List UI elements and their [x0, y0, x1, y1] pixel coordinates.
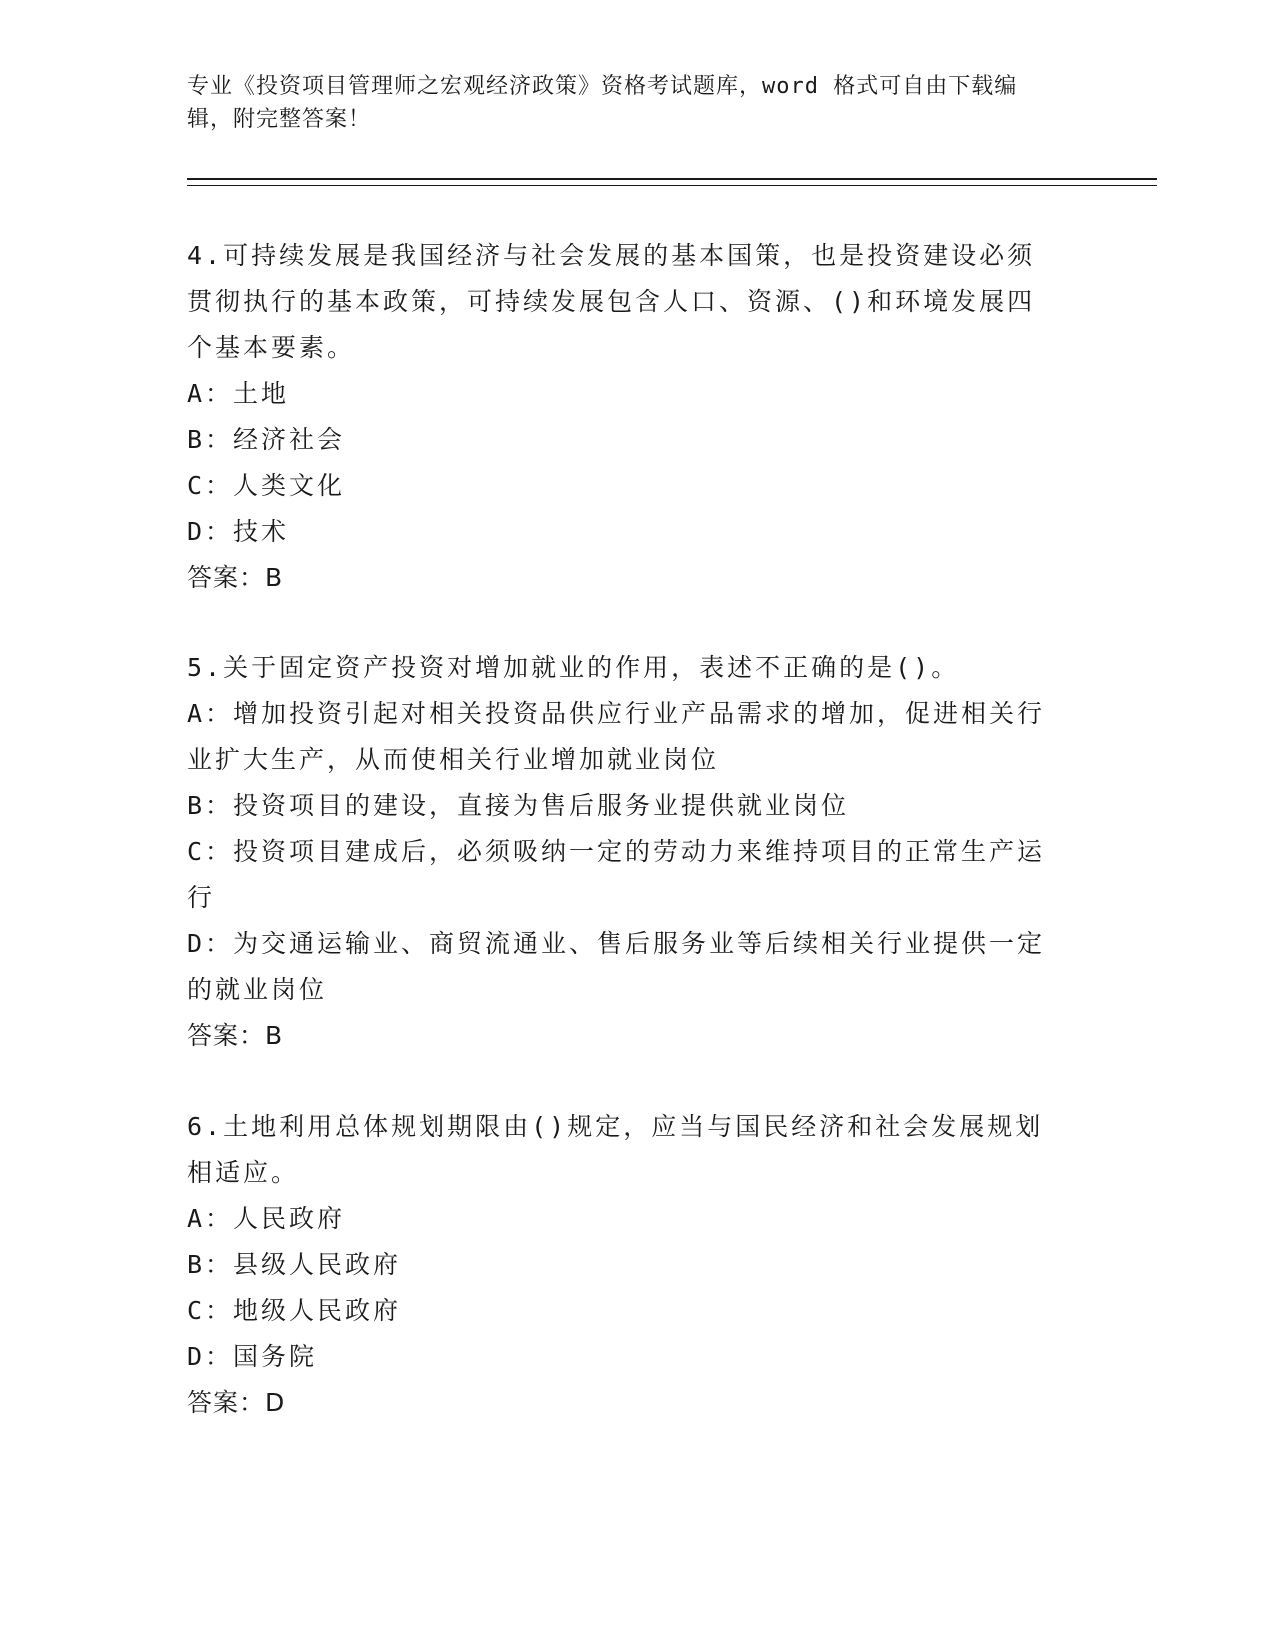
header-line: 辑，附完整答案！: [187, 107, 372, 132]
document-header: [187, 70, 1067, 136]
option-c: C：地级人民政府: [187, 1296, 402, 1325]
option-d: D：技术: [187, 517, 290, 546]
option-b: B：投资项目的建设，直接为售后服务业提供就业岗位: [187, 791, 850, 820]
option-c: C：投资项目建成后，必须吸纳一定的劳动力来维持项目的正常生产运: [187, 837, 1046, 866]
header-line: 专业《投资项目管理师之宏观经济政策》资格考试题库，word 格式可自由下载编: [187, 74, 1018, 99]
question-stem-line: 6.土地利用总体规划期限由()规定，应当与国民经济和社会发展规划: [187, 1112, 1044, 1141]
option-c-continued: 行: [187, 883, 216, 912]
option-c: C：人类文化: [187, 471, 346, 500]
question-5: [187, 645, 1087, 1059]
question-stem-line: 相适应。: [187, 1158, 300, 1187]
question-stem-line: 贯彻执行的基本政策，可持续发展包含人口、资源、()和环境发展四: [187, 287, 1036, 316]
option-a: A：人民政府: [187, 1204, 346, 1233]
option-b: B：县级人民政府: [187, 1250, 402, 1279]
question-4: [187, 233, 1087, 601]
option-d-continued: 的就业岗位: [187, 975, 328, 1004]
option-d: D：为交通运输业、商贸流通业、售后服务业等后续相关行业提供一定: [187, 929, 1046, 958]
option-a-continued: 业扩大生产，从而使相关行业增加就业岗位: [187, 745, 720, 774]
answer-label: 答案：D: [187, 1388, 286, 1417]
header-divider: [187, 178, 1157, 186]
question-stem-line: 4.可持续发展是我国经济与社会发展的基本国策，也是投资建设必须: [187, 241, 1036, 270]
option-a: A：土地: [187, 379, 290, 408]
question-stem-line: 5.关于固定资产投资对增加就业的作用，表述不正确的是()。: [187, 653, 960, 682]
answer-label: 答案：B: [187, 563, 284, 592]
option-b: B：经济社会: [187, 425, 346, 454]
option-a: A：增加投资引起对相关投资品供应行业产品需求的增加，促进相关行: [187, 699, 1046, 728]
question-6: [187, 1104, 1087, 1426]
option-d: D：国务院: [187, 1342, 318, 1371]
answer-label: 答案：B: [187, 1021, 284, 1050]
question-stem-line: 个基本要素。: [187, 333, 356, 362]
